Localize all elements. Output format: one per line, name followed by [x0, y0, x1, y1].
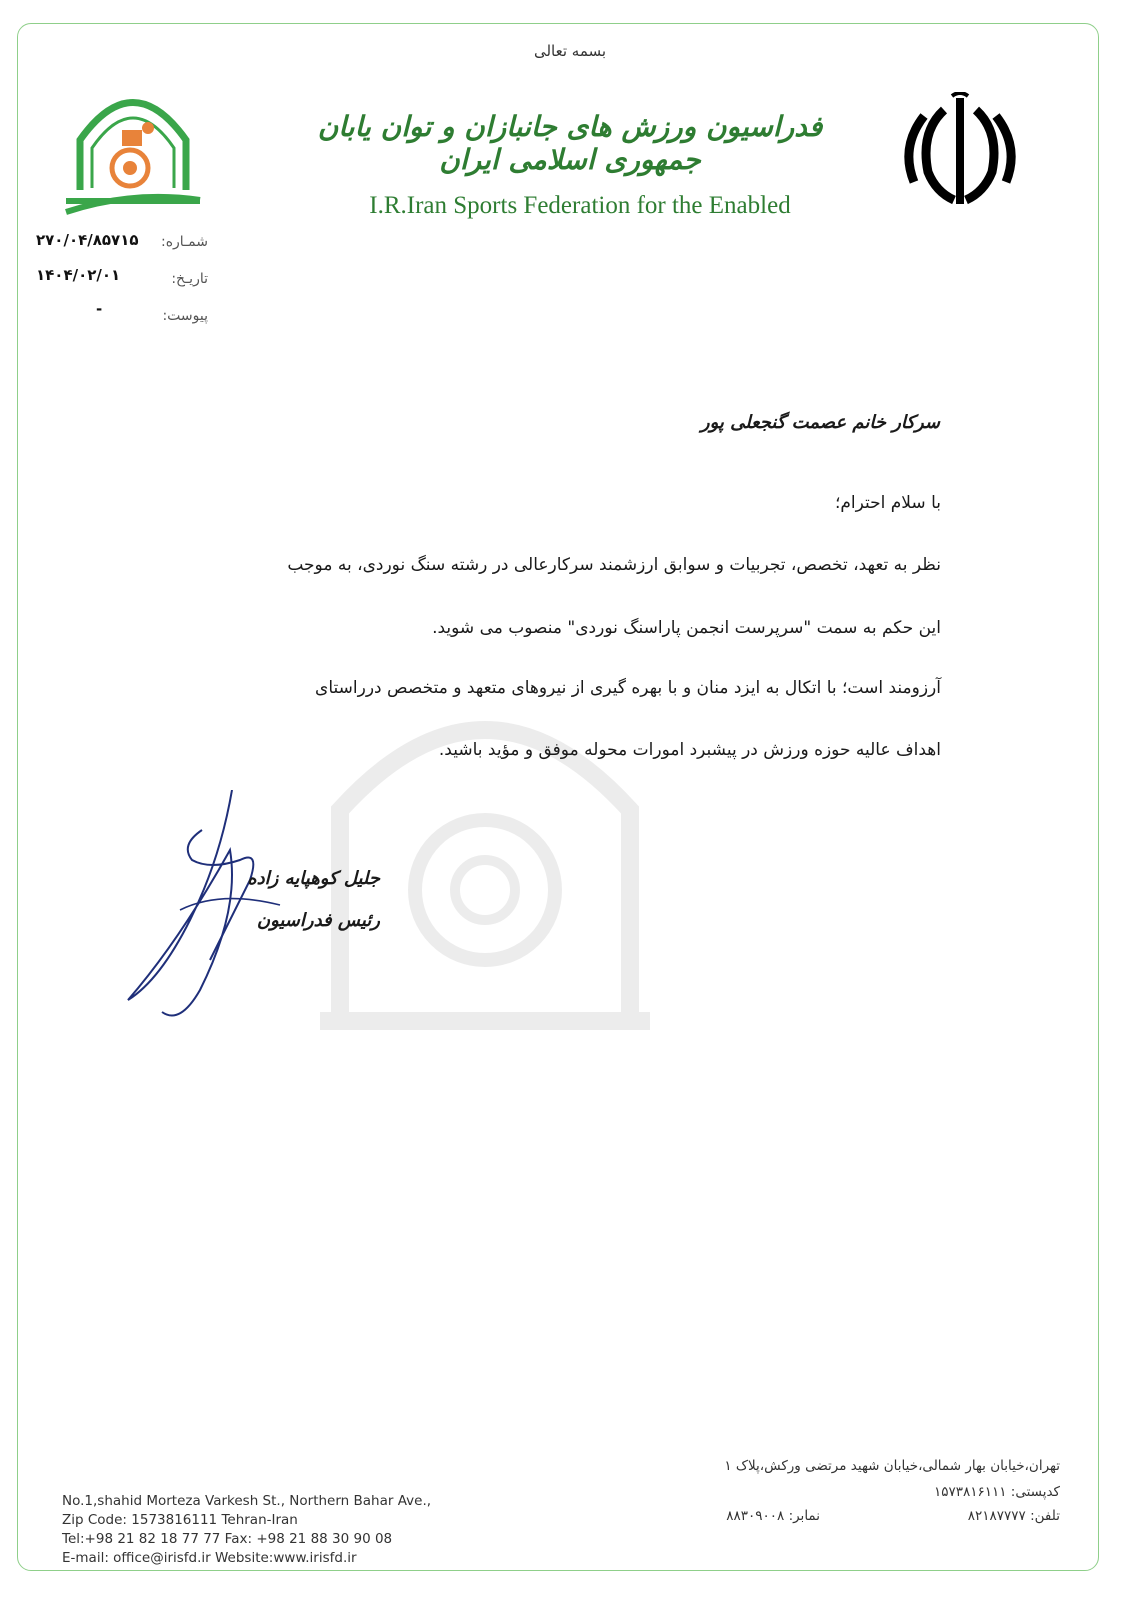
- footer-postal-fa: [900, 1484, 1060, 1500]
- footer-address-fa: تهران،خیابان بهار شمالی،خیابان شهید مرتضی ورکش،پلاک ۱: [724, 1458, 1060, 1474]
- date-label: تاریـخ:: [171, 271, 208, 287]
- bismillah: بسمه تعالی: [533, 42, 607, 60]
- paragraph1-line1: نظر به تعهد، تخصص، تجربیات و سوابق ارزشمند سرکارعالی در رشته سنگ نوردی، به موجب: [287, 555, 941, 575]
- footer-zip-en: Zip Code: 1573816111 Tehran-Iran: [62, 1512, 298, 1528]
- paragraph1-line2: این حکم به سمت "سرپرست انجمن پاراسنگ نوردی" منصوب می شوید.: [432, 618, 941, 638]
- attachment-value: -: [96, 300, 103, 318]
- number-value: ۲۷۰/۰۴/۸۵۷۱۵: [36, 231, 139, 249]
- postal-label: کدپستی:: [1010, 1484, 1060, 1500]
- footer-fax-fa: [680, 1508, 820, 1524]
- federation-logo-icon: [58, 70, 208, 222]
- attachment-label: پیوست:: [162, 308, 208, 324]
- iran-emblem-icon: [900, 92, 1020, 210]
- signatory-title: رئیس فدراسیون: [256, 910, 380, 931]
- paragraph2-line2: اهداف عالیه حوزه ورزش در پیشبرد امورات محوله موفق و مؤید باشید.: [438, 740, 941, 760]
- phone-value: ۸۲۱۸۷۷۷۷: [967, 1508, 1026, 1524]
- postal-value: ۱۵۷۳۸۱۶۱۱۱: [933, 1484, 1007, 1500]
- signatory-name: جلیل کوهپایه زاده: [247, 868, 380, 889]
- footer-email-web-en: E-mail: office@irisfd.ir Website:www.irisfd.ir: [62, 1550, 357, 1566]
- watermark-logo-icon: [320, 660, 650, 1040]
- phone-label: تلفن:: [1030, 1508, 1060, 1524]
- footer-phone-fa: [900, 1508, 1060, 1524]
- number-label: شمـاره:: [160, 234, 208, 250]
- addressee: سرکار خانم عصمت گنجعلی پور: [700, 412, 940, 433]
- footer-address-en: No.1,shahid Morteza Varkesh St., Northern Bahar Ave.,: [62, 1493, 432, 1509]
- federation-name-fa: فدراسیون ورزش های جانبازان و توان یابان جمهوری اسلامی ایران: [317, 110, 823, 176]
- date-value: ۱۴۰۴/۰۲/۰۱: [36, 266, 121, 284]
- fax-label: نمابر:: [788, 1508, 820, 1524]
- footer-english: [62, 1492, 482, 1568]
- footer-tel-fax-en: Tel:+98 21 82 18 77 77 Fax: +98 21 88 30 90 08: [62, 1531, 393, 1547]
- paragraph2-line1: آرزومند است؛ با اتکال به ایزد منان و با بهره گیری از نیروهای متعهد و متخصص درراستای: [315, 678, 941, 698]
- federation-name-en: I.R.Iran Sports Federation for the Enabled: [369, 192, 791, 219]
- fax-value: ۸۸۳۰۹۰۰۸: [726, 1508, 785, 1524]
- greeting: با سلام احترام؛: [834, 493, 941, 513]
